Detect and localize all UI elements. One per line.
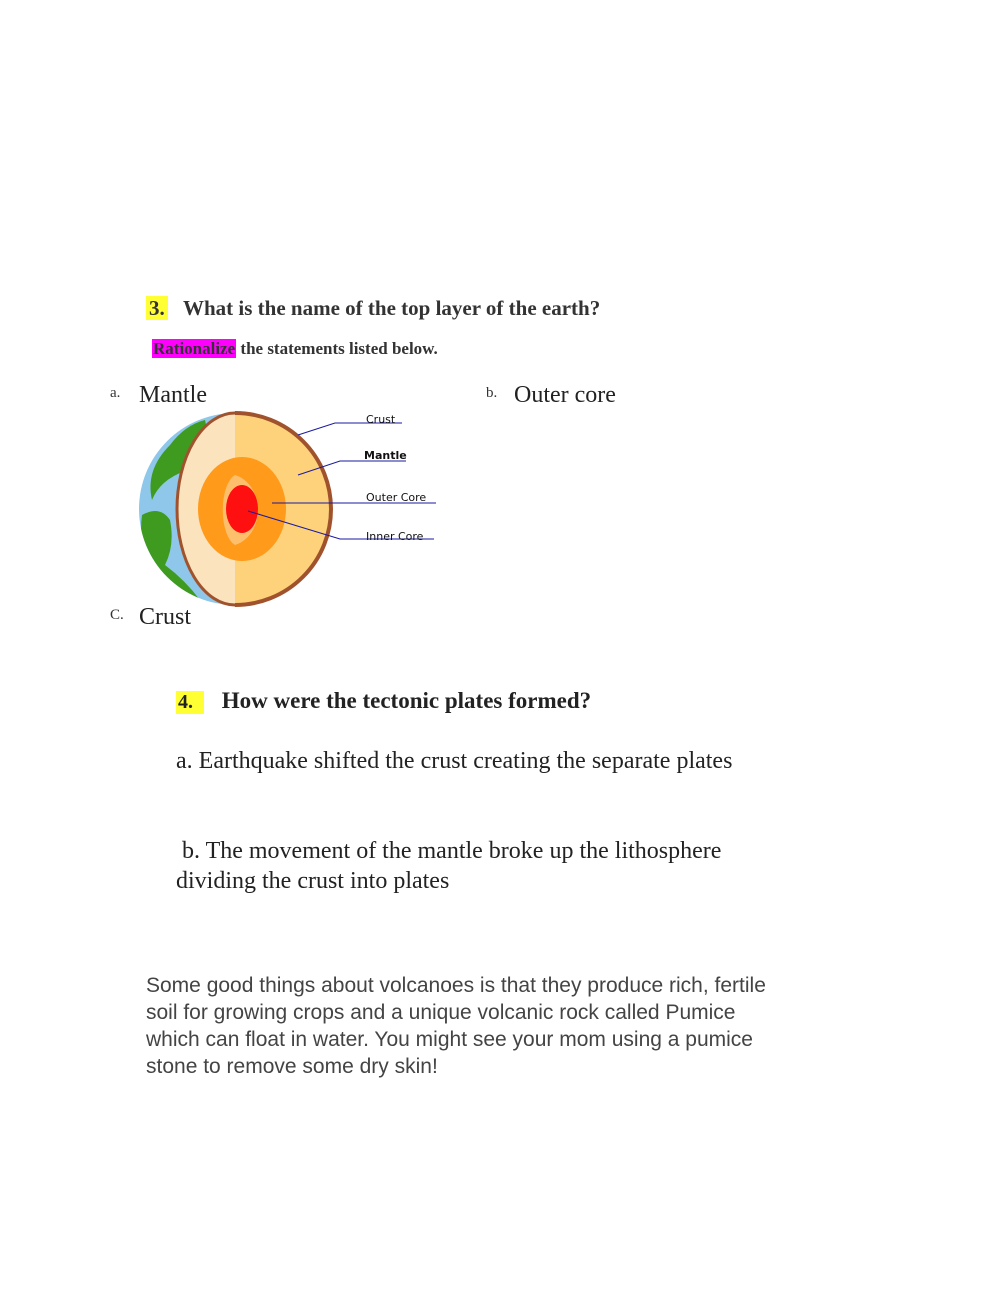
option-c-text[interactable]: Crust (139, 604, 192, 630)
option-b-text[interactable]: Outer core (514, 382, 616, 408)
label-crust: Crust (366, 413, 396, 426)
label-inner-core: Inner Core (366, 530, 424, 543)
paragraph-line: stone to remove some dry skin! (146, 1055, 438, 1078)
option-b-letter: b. (486, 385, 498, 401)
earth-layers-diagram (130, 405, 450, 615)
question-4-number: 4. (176, 691, 204, 714)
paragraph-line: which can float in water. You might see your mom using a pumice (146, 1028, 753, 1051)
cutaway (177, 413, 331, 605)
question-3-number: 3. (146, 296, 168, 320)
label-mantle: Mantle (364, 449, 407, 462)
volcano-paragraph (146, 972, 846, 1080)
answer-a[interactable]: a. Earthquake shifted the crust creating the separate plates (176, 748, 733, 774)
option-c-letter: C. (110, 607, 124, 623)
question-4-heading (176, 688, 591, 714)
instruction-line (152, 339, 438, 359)
option-a-text[interactable]: Mantle (139, 382, 207, 408)
instruction-text: the statements listed below. (240, 339, 438, 358)
paragraph-line: Some good things about volcanoes is that they produce rich, fertile (146, 974, 766, 997)
question-4-text: How were the tectonic plates formed? (221, 688, 592, 713)
answer-b-line-2[interactable]: dividing the crust into plates (176, 868, 450, 894)
inner-core (226, 485, 258, 533)
label-outer-core: Outer Core (366, 491, 427, 504)
instruction-highlight: Rationalize (153, 339, 236, 358)
question-3-text: What is the name of the top layer of the earth? (183, 296, 601, 320)
paragraph-line: soil for growing crops and a unique volcanic rock called Pumice (146, 1001, 736, 1024)
option-a-letter: a. (110, 385, 121, 401)
question-3-heading (146, 296, 600, 321)
answer-b-line-1[interactable]: b. The movement of the mantle broke up the lithosphere (176, 838, 722, 864)
